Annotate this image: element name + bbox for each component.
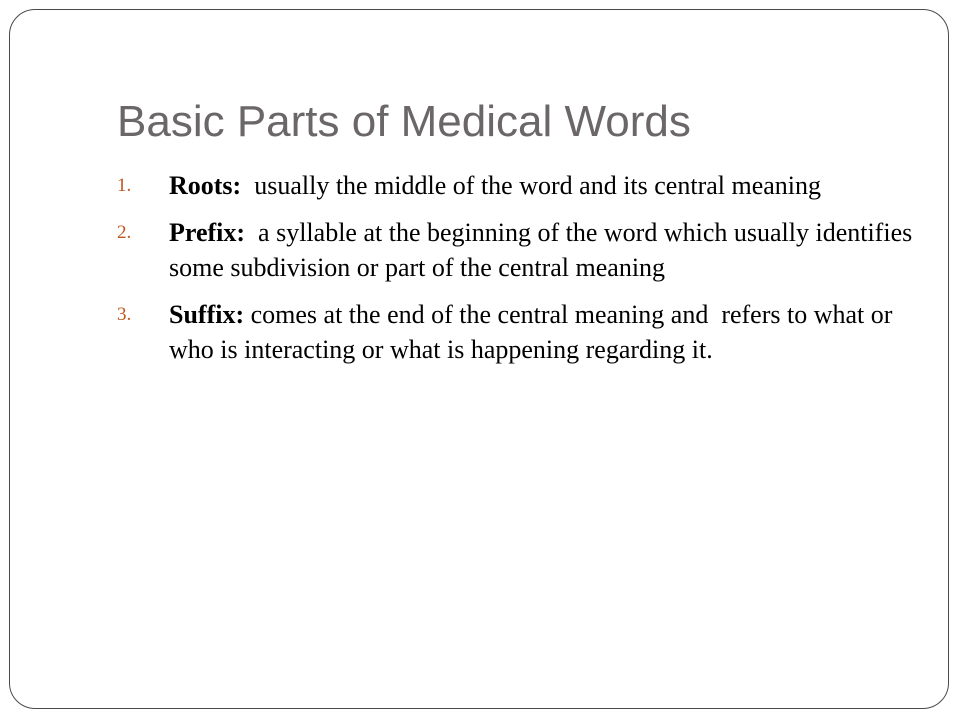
- term-roots: Roots:: [169, 171, 242, 200]
- list-item-roots: [117, 168, 927, 203]
- list-item-prefix: [117, 215, 927, 285]
- term-prefix: Prefix:: [169, 218, 246, 247]
- list-number: 1.: [117, 175, 132, 196]
- list-item-suffix: [117, 297, 927, 367]
- list-number: 2.: [117, 222, 132, 243]
- slide-title: Basic Parts of Medical Words: [117, 97, 691, 146]
- definition-list: [117, 168, 927, 379]
- definition-roots: usually the middle of the word and its central meaning: [241, 171, 822, 200]
- definition-prefix: a syllable at the beginning of the word which usually identifies some subdivision or part of the central meaning: [169, 218, 919, 282]
- term-suffix: Suffix:: [169, 300, 245, 329]
- definition-suffix: comes at the end of the central meaning and refers to what or who is interacting or what is happening regarding it.: [169, 300, 899, 364]
- list-number: 3.: [117, 304, 132, 325]
- slide: [9, 9, 949, 709]
